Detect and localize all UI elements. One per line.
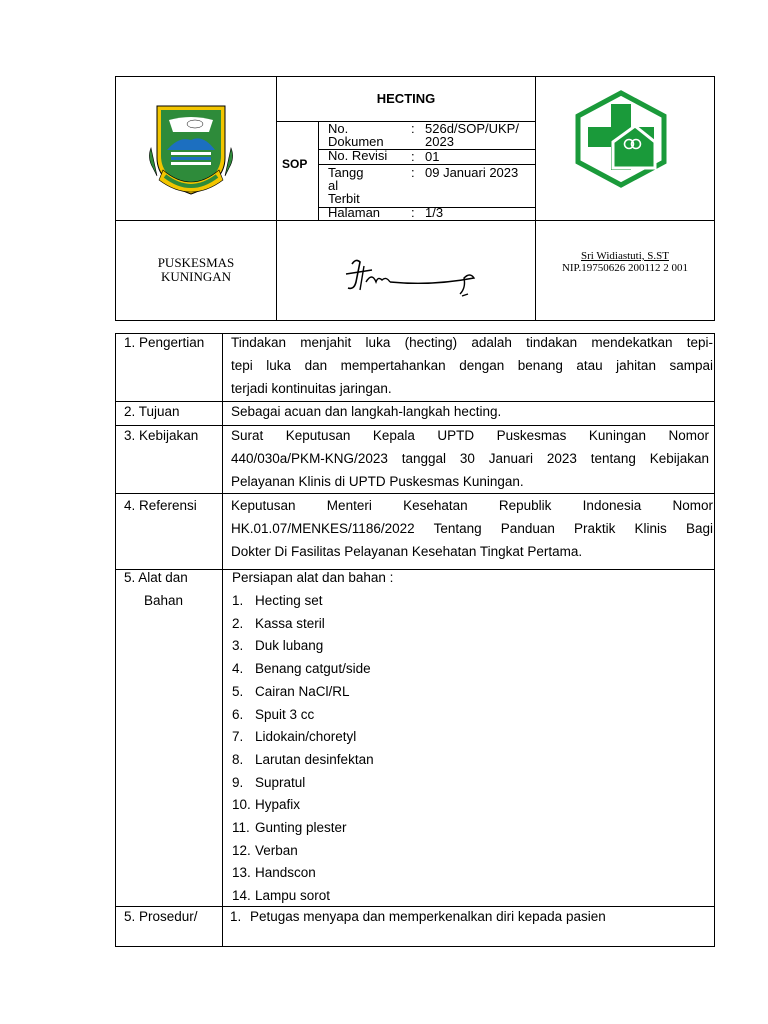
pengertian-text-line: terjadi kontinuitas jaringan. [231,381,392,396]
alat-item-number: 6. [232,706,244,722]
alat-item: Benang catgut/side [255,661,371,677]
referensi-text-line: Keputusan Menteri Kesehatan Republik Indonesia Nomor [231,498,713,513]
puskesmas-logo-icon [573,90,669,188]
signer-name: Sri Widiastuti, S.ST [581,250,669,262]
meta-value-tanggal-terbit: 09 Januari 2023 [425,165,519,180]
alat-item-number: 5. [232,683,244,699]
signer-nip: NIP.19750626 200112 2 001 [561,262,689,274]
signature-icon [342,254,488,300]
alat-item-number: 10. [232,797,251,813]
alat-item-number: 13. [232,865,251,881]
meta-label-no-dokumen: No. Dokumen [328,121,384,149]
meta-label-no-revisi: No. Revisi [328,148,388,163]
alat-item-number: 2. [232,615,244,631]
meta-label-tanggal-terbit: Tangg al Terbit [328,165,364,206]
referensi-text-line: HK.01.07/MENKES/1186/2022 Tentang Panduan Praktik Klinis Bagi [231,521,713,536]
meta-colon: : [411,149,415,164]
alat-item-number: 12. [232,842,251,858]
alat-item: Larutan desinfektan [255,751,374,767]
alat-item-number: 3. [232,638,244,654]
alat-item: Supratul [255,774,306,790]
sop-label: SOP [282,157,308,171]
signer-block [536,250,714,274]
section-label-kebijakan: 3. Kebijakan [124,428,199,443]
tujuan-text-line: Sebagai acuan dan langkah-langkah hecting. [231,404,502,419]
document-title: HECTING [376,91,436,106]
pengertian-text-line: Tindakan menjahit luka (hecting) adalah tindakan mendekatkan tepi- [231,335,713,350]
alat-item-number: 14. [232,888,251,904]
kebijakan-text-line: 440/030a/PKM-KNG/2023 tanggal 30 Januari 2023 tentang Kebijakan [231,451,709,466]
meta-value-halaman: 1/3 [425,205,444,220]
section-label-prosedur: 5. Prosedur/ [124,909,198,924]
alat-item: Duk lubang [255,638,324,654]
meta-colon: : [411,121,415,136]
alat-item: Hecting set [255,593,323,608]
alat-item-number: 1. [232,593,244,608]
section-label-pengertian: 1. Pengertian [124,335,205,350]
section-label-tujuan: 2. Tujuan [124,404,180,419]
section-label-bahan: Bahan [144,593,184,608]
section-label-referensi: 4. Referensi [124,498,197,513]
kebijakan-text-line: Pelayanan Klinis di UPTD Puskesmas Kuningan. [231,474,524,489]
alat-item-number: 7. [232,729,244,745]
alat-item: Handscon [255,865,316,881]
meta-colon: : [411,205,415,220]
alat-item-number: 4. [232,661,244,677]
alat-item: Verban [255,842,298,858]
alat-item: Lidokain/choretyl [255,729,357,745]
alat-item-number: 8. [232,751,244,767]
prosedur-step-text: Petugas menyapa dan memperkenalkan diri kepada pasien [250,909,606,924]
organization-name: PUSKESMAS KUNINGAN [157,255,235,284]
alat-item: Kassa steril [255,615,325,631]
alat-item: Lampu sorot [255,888,331,904]
referensi-text-line: Dokter Di Fasilitas Pelayanan Kesehatan Tingkat Pertama. [231,544,583,559]
alat-intro: Persiapan alat dan bahan : [232,570,394,585]
prosedur-step-number: 1. [230,909,242,924]
alat-item: Gunting plester [255,820,347,835]
alat-item: Hypafix [255,797,301,813]
alat-item-number: 9. [232,774,244,790]
kebijakan-text-line: Surat Keputusan Kepala UPTD Puskesmas Kuningan Nomor [231,428,709,443]
pengertian-text-line: tepi luka dan mempertahankan dengan benang atau jahitan sampai [231,358,713,373]
meta-colon: : [411,165,415,180]
meta-value-no-dokumen: 526d/SOP/UKP/ 2023 [425,121,519,149]
alat-item-number: 11. [232,820,250,835]
meta-label-halaman: Halaman [328,205,381,220]
section-label-alat: 5. Alat dan [124,570,188,585]
meta-value-no-revisi: 01 [425,149,440,164]
alat-item: Spuit 3 cc [255,706,315,722]
alat-item: Cairan NaCl/RL [255,683,350,699]
regency-crest-icon [143,98,239,202]
